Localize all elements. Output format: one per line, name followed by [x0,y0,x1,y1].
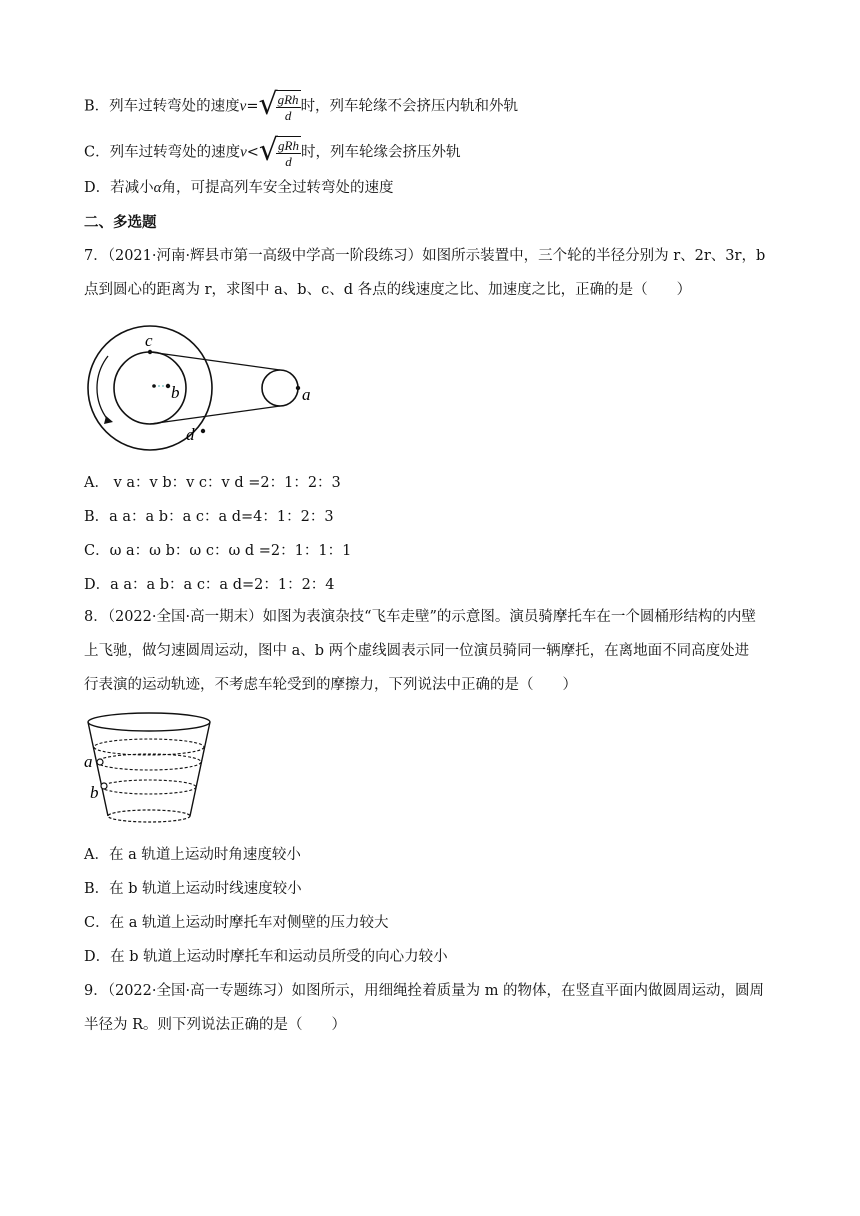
q7-label-b: b [171,383,180,402]
q7-label-d: d [186,425,195,444]
q6-c-num: gRh [278,138,299,153]
q8-option-b: B．在 b 轨道上运动时线速度较小 [84,881,302,897]
q6-option-d-prefix: D．若减小 [84,180,154,196]
q7-label-c: c [145,331,153,350]
q7-point-a [296,386,300,390]
q8-option-a: A．在 a 轨道上运动时角速度较小 [84,847,301,863]
q7-stem-line2: 点到圆心的距离为 r，求图中 a、b、c、d 各点的线速度之比、加速度之比，正确的是（ ） [84,282,692,298]
q6-c-den: d [285,154,292,169]
q6-option-c-prefix: C．列车过转弯处的速度 [84,144,241,161]
q8-track-b [102,780,196,794]
q6-option-b-prefix: B．列车过转弯处的速度 [84,98,240,115]
q7-small-wheel [262,370,298,406]
q6-option-b [84,87,519,123]
q9-stem-line2: 半径为 R。则下列说法正确的是（ ） [84,1017,347,1033]
q7-belt-top [150,352,280,370]
q7-option-c: C．ω a：ω b：ω c：ω d =2：1：1：1 [84,543,352,559]
q7-center-dot [152,384,156,388]
q6-option-d-suffix: 角，可提高列车安全过转弯处的速度 [161,180,394,196]
q7-option-b: B．a a：a b：a c：a d=4：1：2：3 [84,509,334,525]
q6-b-v: v [239,98,247,115]
q8-option-c: C．在 a 轨道上运动时摩托车对侧壁的压力较大 [84,915,389,931]
q6-option-c-suffix: 时，列车轮缘会挤压外轨 [301,144,461,161]
section-title: 二、多选题 [84,215,157,231]
q8-label-b: b [90,783,99,802]
q8-track-upper [94,739,204,755]
q8-track-a [97,754,201,770]
q9-stem-line1: 9．（2022·全国·高一专题练习）如图所示，用细绳拴着质量为 m 的物体，在竖直平面内做圆周运动，圆周 [84,983,765,999]
q6-b-num: gRh [277,92,299,107]
q6-b-den: d [284,108,292,123]
q7-stem-line1: 7．（2021·河南·辉县市第一高级中学高一阶段练习）如图所示装置中，三个轮的半径分别为 r、2r、3r，b [84,248,766,264]
q7-option-d: D．a a：a b：a c：a d=2：1：2：4 [84,577,335,593]
q8-option-d: D．在 b 轨道上运动时摩托车和运动员所受的向心力较小 [84,949,448,965]
q7-point-c [148,350,152,354]
q6-c-sqrt: √ $\frac{\text{gRh}}{d}$ [258,133,299,169]
q8-rider-a [97,759,103,765]
q6-b-sqrt: √ $\frac{\text{gRh}}{d}$ [258,87,299,123]
q8-right-wall [190,722,210,816]
q6-option-d [84,178,394,198]
q8-rider-b [101,783,107,789]
q7-rotation-arc [97,356,108,420]
q7-figure-pulleys [80,318,320,458]
q6-option-b-suffix: 时，列车轮缘不会挤压内轨和外轨 [300,98,519,115]
q6-d-alpha: α [153,180,162,196]
q8-stem-line3: 行表演的运动轨迹，不考虑车轮受到的摩擦力，下列说法中正确的是（ ） [84,677,577,693]
q7-option-a: A． v a：v b：v c：v d =2：1：2：3 [84,475,341,491]
q6-c-v: v [240,144,247,161]
q6-b-eq: = [246,98,259,115]
q8-label-a: a [84,752,93,771]
q6-c-lt: < [246,144,259,161]
q7-belt-bottom [150,406,280,424]
q8-stem-line1: 8．（2022·全国·高一期末）如图为表演杂技“飞车走壁”的示意图。演员骑摩托车在一个圆桶形结构的内壁 [84,609,756,625]
q7-point-d [201,429,205,433]
q7-point-b [166,384,170,388]
q6-option-c [84,133,461,169]
q8-bottom-rim [108,810,190,822]
q8-top-rim [88,713,210,731]
q8-figure-cylinder [80,706,220,836]
q7-label-a: a [302,385,311,404]
q8-stem-line2: 上飞驰，做匀速圆周运动，图中 a、b 两个虚线圆表示同一位演员骑同一辆摩托，在离地面不同高度处进 [84,643,750,659]
